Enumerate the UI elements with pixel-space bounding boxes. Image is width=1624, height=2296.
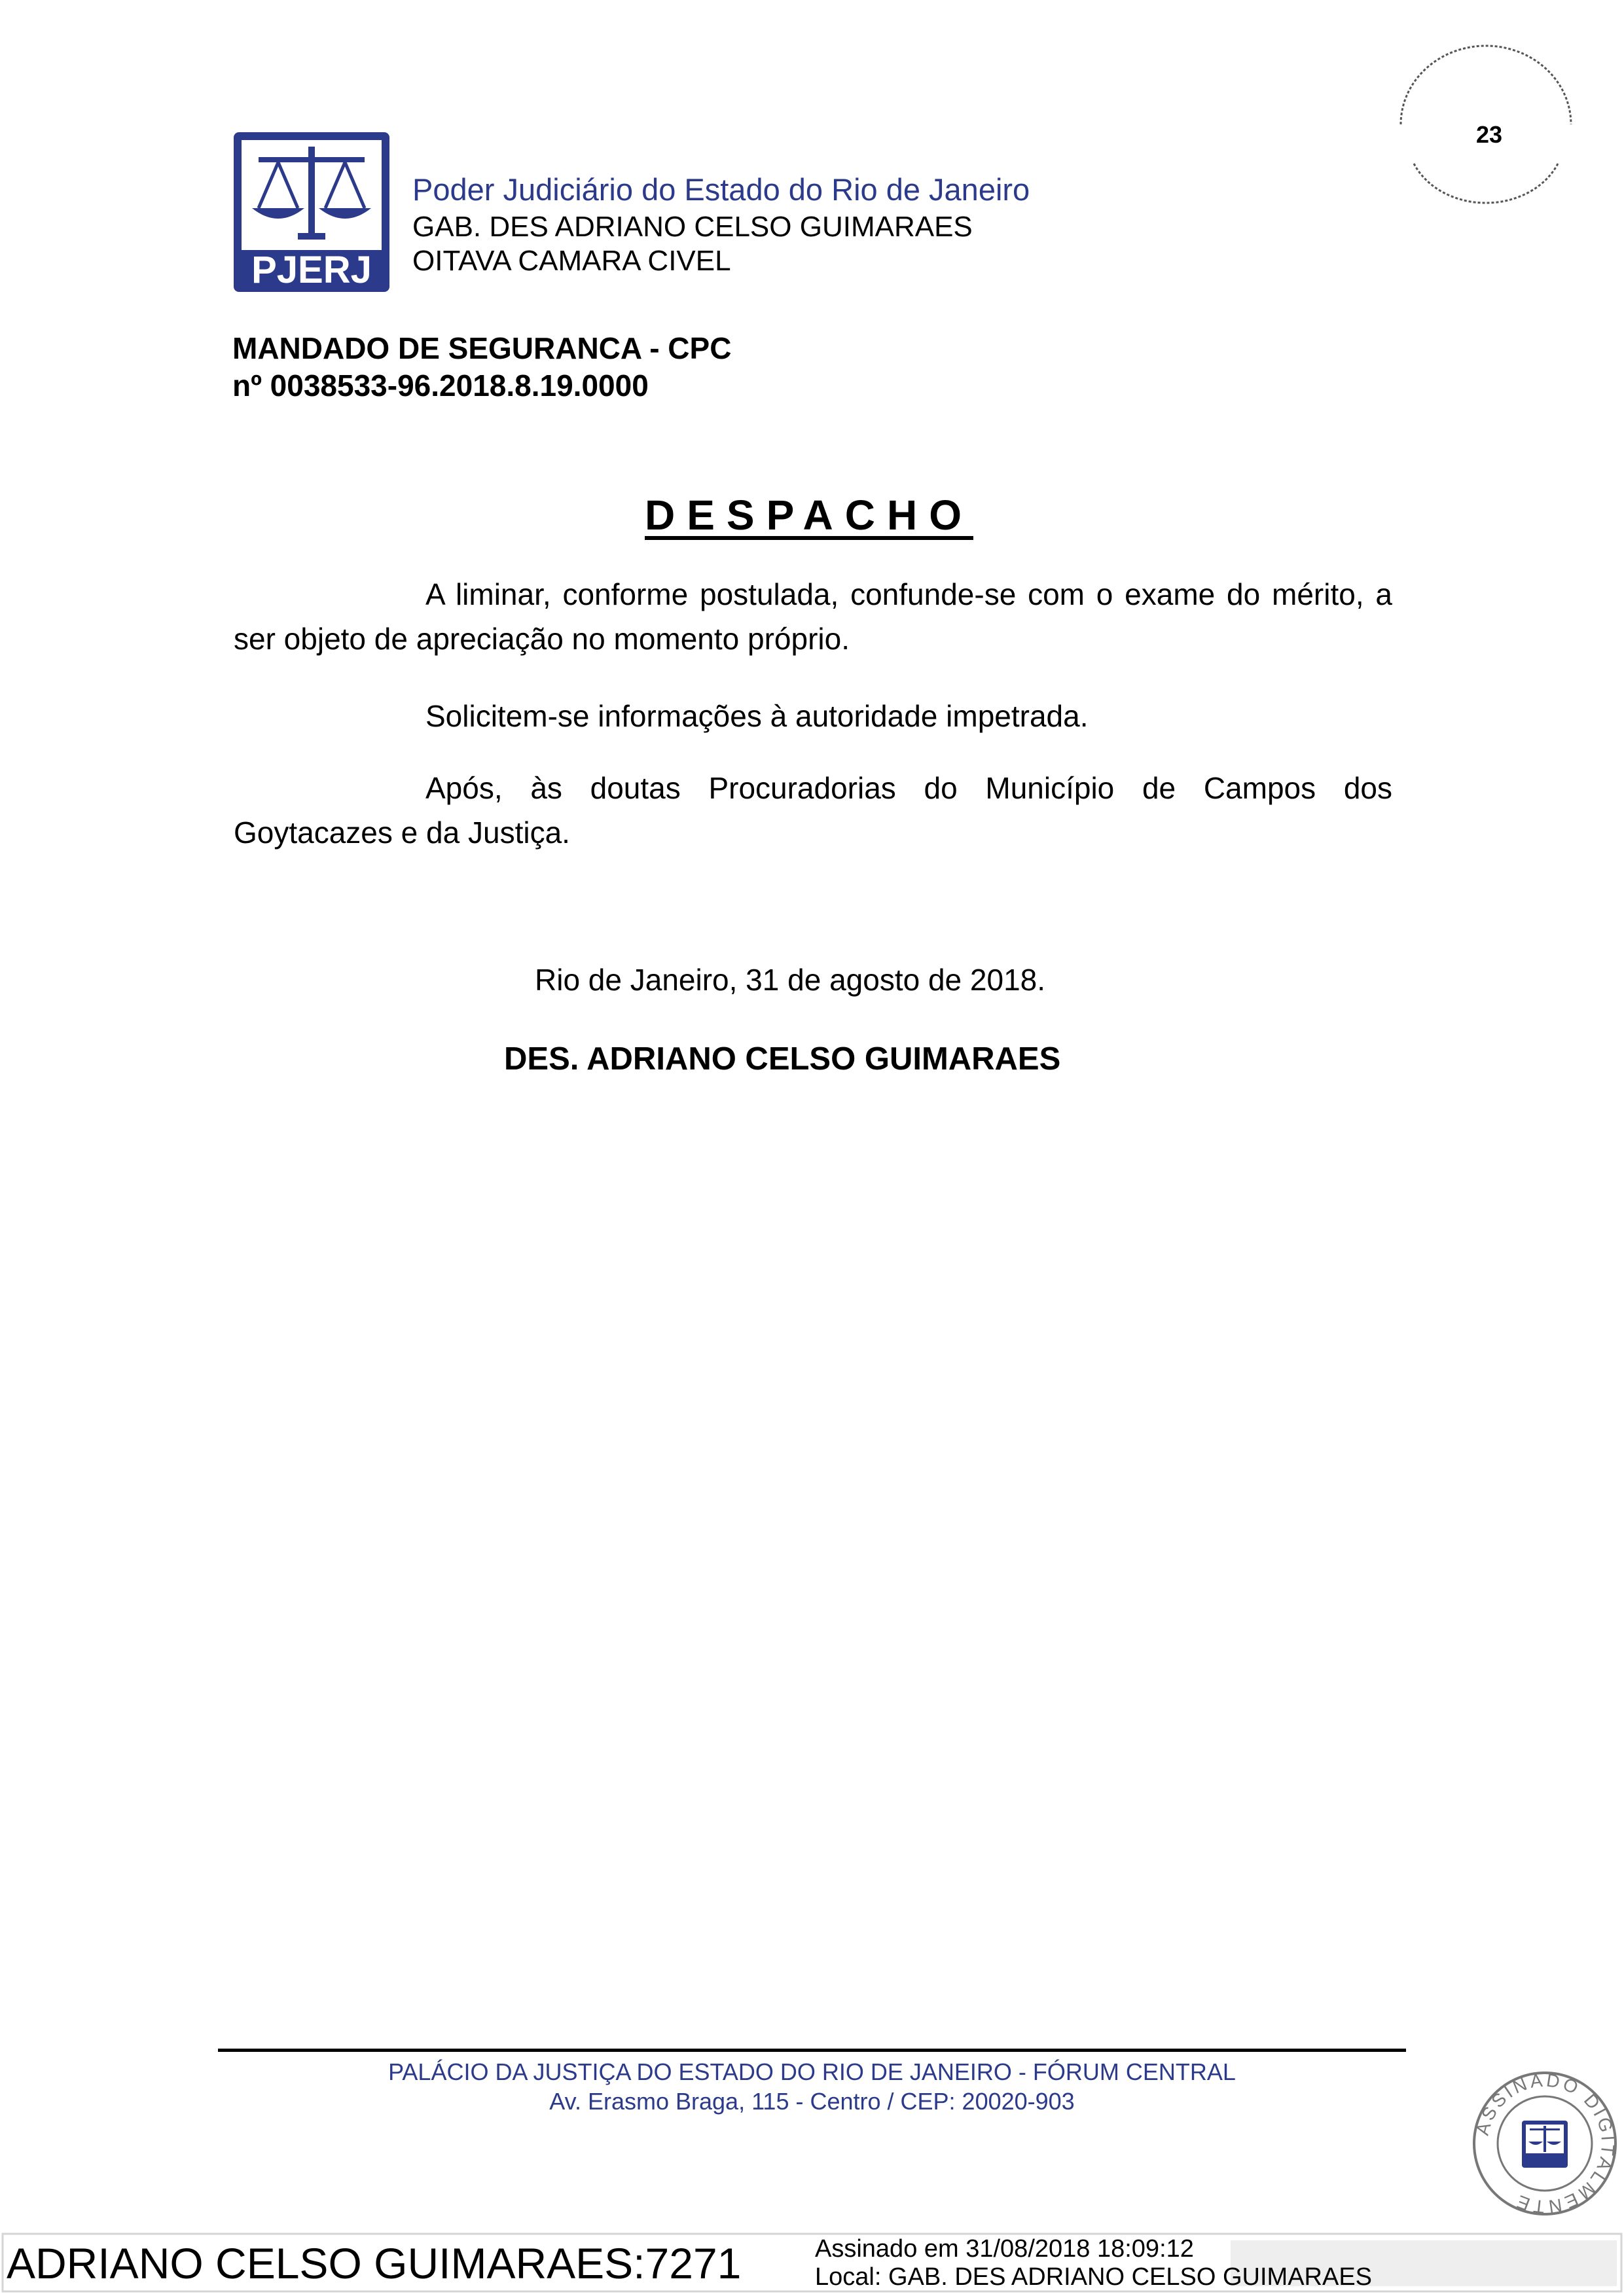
footer-divider — [218, 2049, 1406, 2052]
chamber-name: OITAVA CAMARA CIVEL — [412, 245, 731, 277]
footer-address-line1: PALÁCIO DA JUSTIÇA DO ESTADO DO RIO DE JANEIRO - FÓRUM CENTRAL — [388, 2058, 1236, 2085]
footer-address-line2: Av. Erasmo Braga, 115 - Centro / CEP: 20020-903 — [549, 2088, 1075, 2115]
case-number: nº 0038533-96.2018.8.19.0000 — [232, 368, 649, 403]
office-name: GAB. DES ADRIANO CELSO GUIMARAES — [412, 211, 973, 243]
paragraph: A liminar, conforme postulada, confunde-se com o exame do mérito, a ser objeto de apreciação no momento próprio. — [234, 577, 1392, 656]
signature-location: Local: GAB. DES ADRIANO CELSO GUIMARAES — [815, 2263, 1373, 2291]
paragraph: Após, às doutas Procuradorias do Município de Campos dos Goytacazes e da Justiça. — [234, 771, 1392, 850]
digital-signature-seal — [1470, 2068, 1620, 2219]
signer-name: DES. ADRIANO CELSO GUIMARAES — [504, 1041, 1061, 1077]
logo-text: PJERJ — [251, 249, 372, 291]
document-title: DESPACHO — [645, 492, 973, 539]
pjerj-logo — [232, 131, 391, 293]
paragraph: Solicitem-se informações à autoridade impetrada. — [425, 699, 1089, 733]
page-number: 23 — [1475, 121, 1503, 148]
date-line: Rio de Janeiro, 31 de agosto de 2018. — [535, 963, 1046, 997]
signature-timestamp: Assinado em 31/08/2018 18:09:12 — [815, 2235, 1194, 2263]
case-type: MANDADO DE SEGURANCA - CPC — [232, 331, 732, 365]
court-name: Poder Judiciário do Estado do Rio de Janeiro — [412, 172, 1030, 207]
digital-signer-name: ADRIANO CELSO GUIMARAES:7271 — [7, 2239, 742, 2287]
svg-text:ASSINADO DIGITALMENTE: ASSINADO DIGITALMENTE — [1471, 2070, 1619, 2217]
